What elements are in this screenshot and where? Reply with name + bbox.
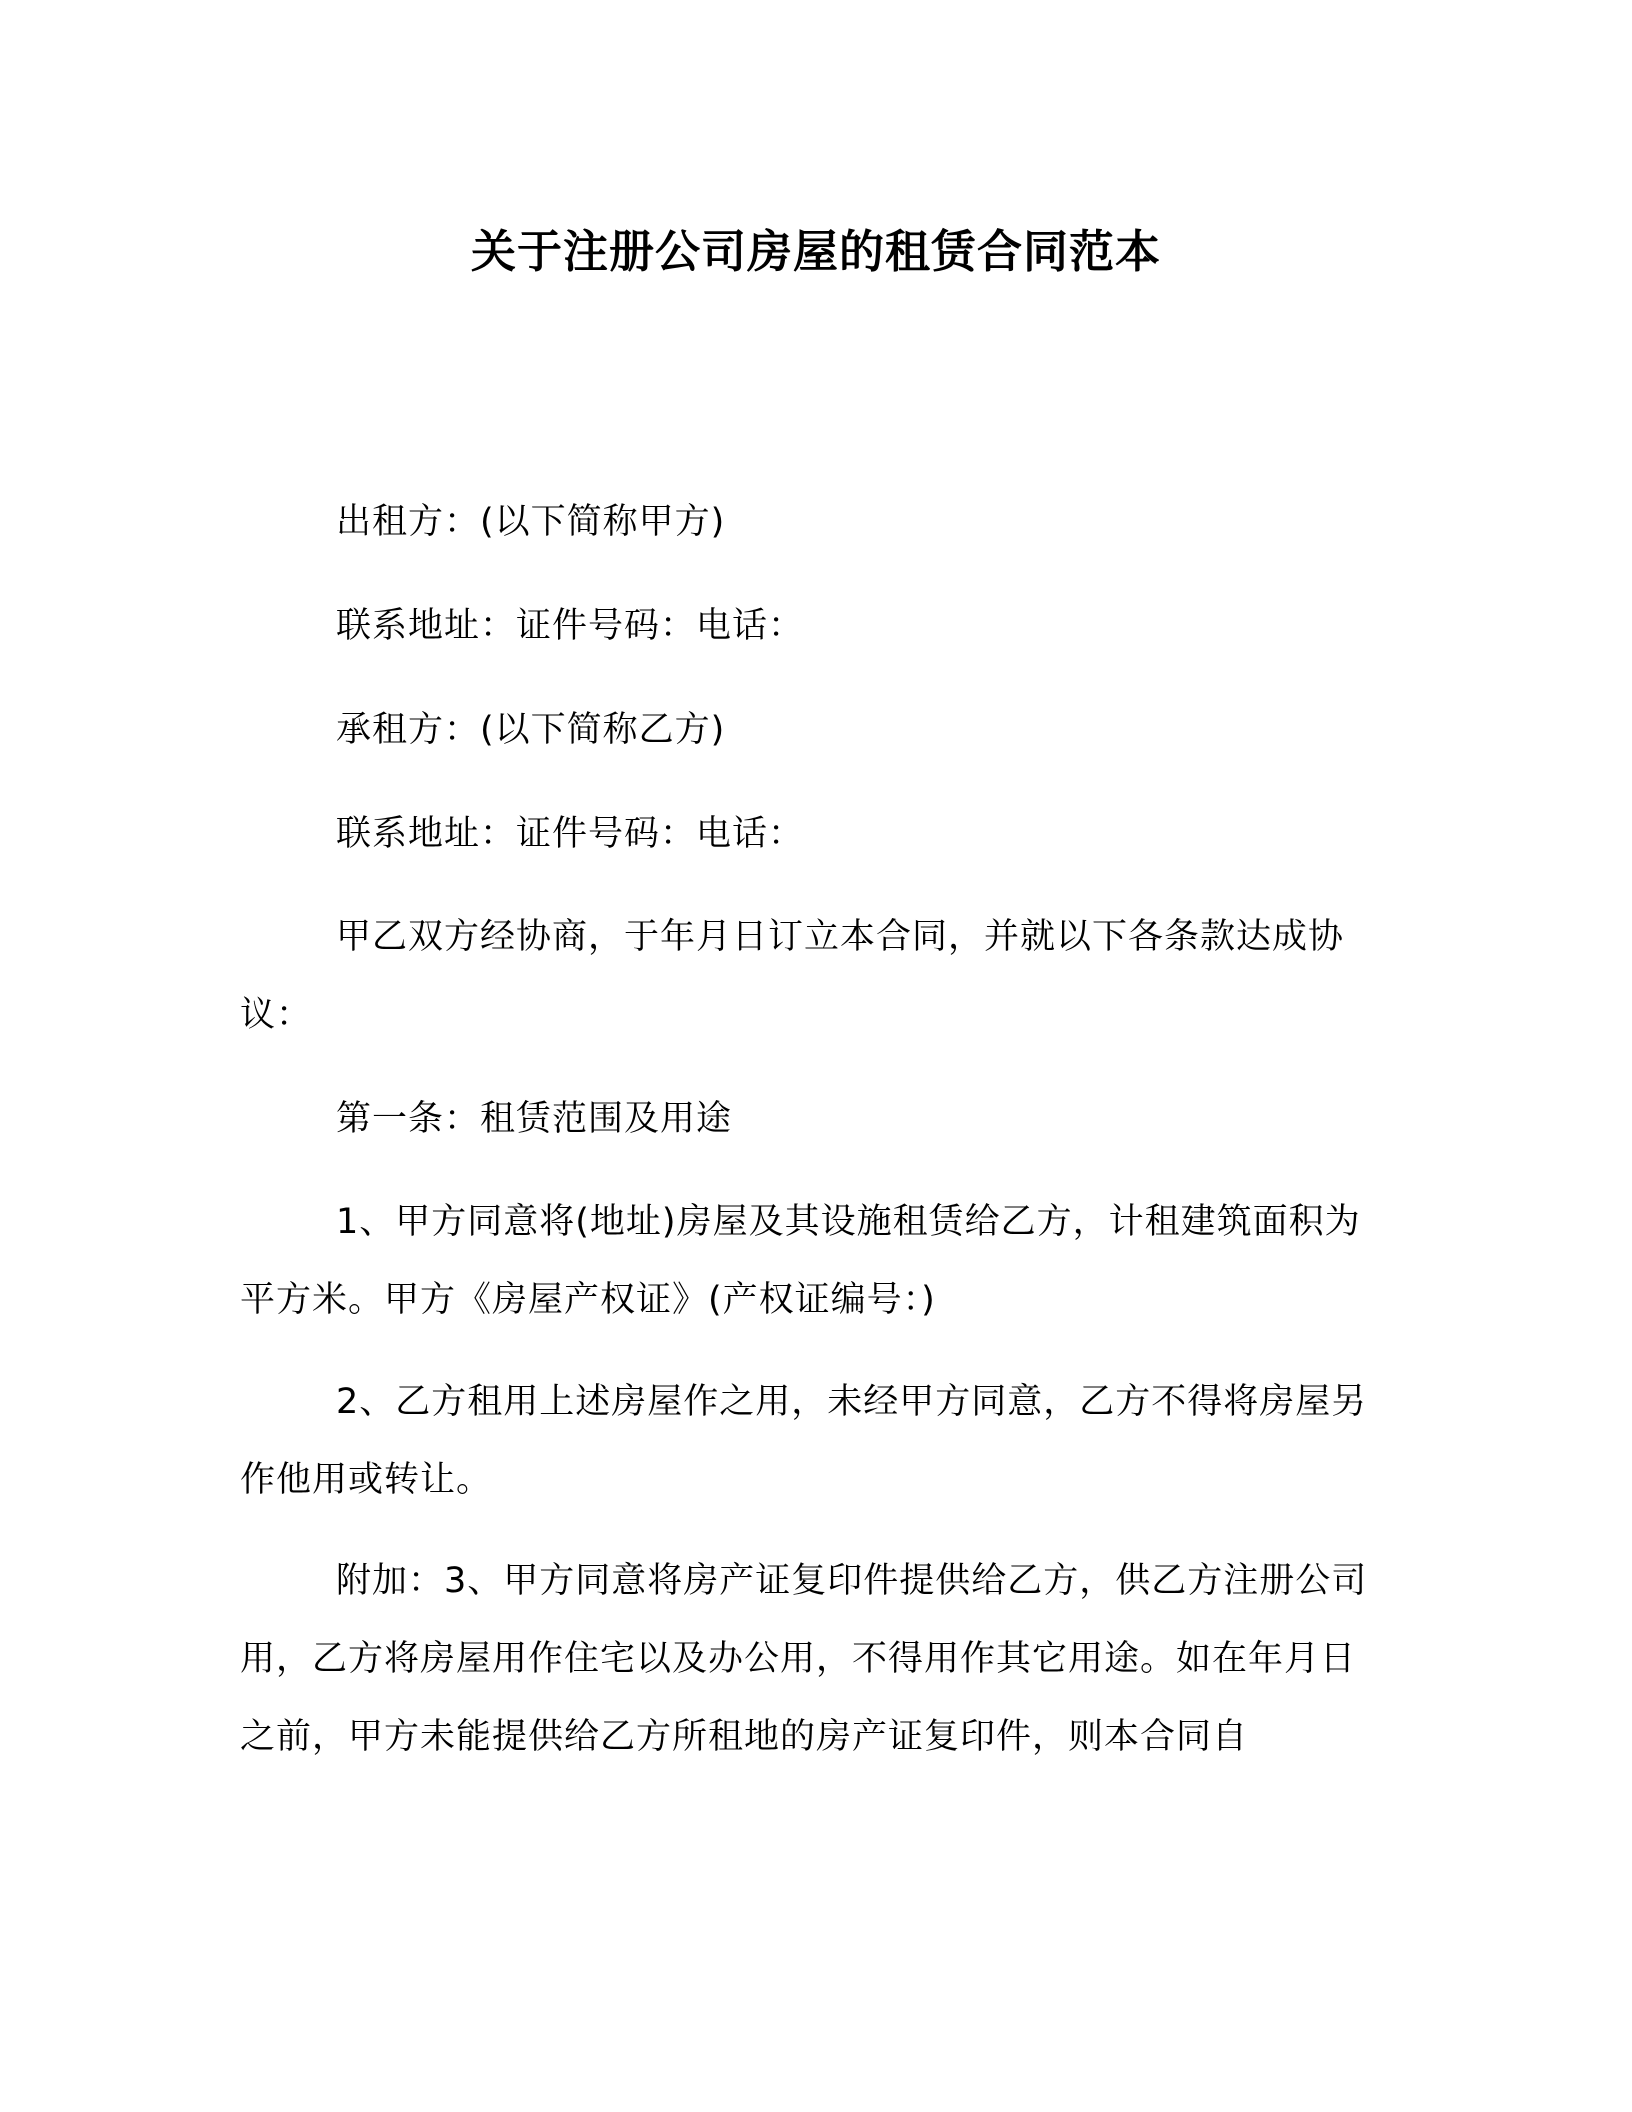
paragraph-lessor-contact: 联系地址：证件号码：电话： [336, 606, 805, 646]
paragraph-lessee: 承租方：(以下简称乙方) [336, 710, 726, 750]
paragraph-clause-1: 1、甲方同意将(地址)房屋及其设施租赁给乙方，计租建筑面积为平方米。甲方《房屋产权证》(产权证编号：) [240, 1202, 1361, 1320]
paragraph-article-one-heading: 第一条：租赁范围及用途 [336, 1099, 733, 1139]
paragraph-agreement-intro: 甲乙双方经协商，于年月日订立本合同，并就以下各条款达成协议： [240, 917, 1345, 1035]
paragraph-lessor: 出租方：(以下简称甲方) [336, 502, 726, 542]
paragraph-lessee-contact: 联系地址：证件号码：电话： [336, 814, 805, 854]
document-title: 关于注册公司房屋的租赁合同范本 [470, 225, 1161, 278]
paragraph-clause-3: 附加：3、甲方同意将房产证复印件提供给乙方，供乙方注册公司用，乙方将房屋用作住宅以及办公用，不得用作其它用途。如在年月日之前，甲方未能提供给乙方所租地的房产证复印件，则本合同自 [240, 1561, 1368, 1757]
paragraph-clause-2: 2、乙方租用上述房屋作之用，未经甲方同意，乙方不得将房屋另作他用或转让。 [240, 1382, 1368, 1500]
